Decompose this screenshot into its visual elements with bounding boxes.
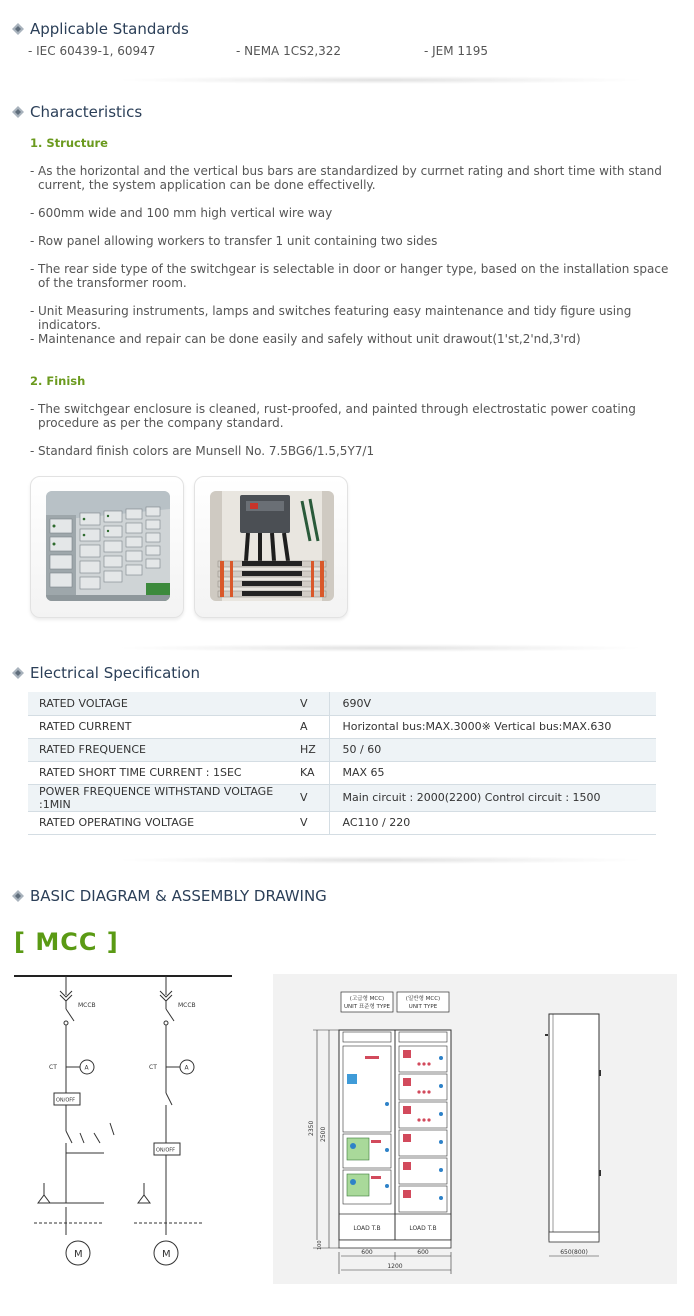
table-row <box>28 811 656 834</box>
spec-unit: A <box>288 715 329 738</box>
assembly-drawing <box>273 974 677 1284</box>
height-dimension: 2350 <box>308 1120 315 1136</box>
structure-item: - As the horizontal and the vertical bus bars are standardized by currnet rating and short time with stand current, the system application can be done effectivelly. <box>30 164 662 192</box>
applicable-standards-heading <box>12 20 189 38</box>
motor-label: M <box>162 1249 171 1260</box>
spec-unit: V <box>288 811 329 834</box>
right-unit-top-label: (일반형 MCC) <box>405 996 441 1002</box>
ammeter-label: A <box>84 1064 89 1072</box>
section-divider <box>120 644 640 652</box>
motor-label: M <box>74 1249 83 1260</box>
load-tb-label: LOAD T.B <box>409 1225 437 1232</box>
ammeter-label: A <box>184 1064 189 1072</box>
single-line-diagram <box>14 973 234 1283</box>
table-row <box>28 761 656 784</box>
spec-value: MAX 65 <box>329 761 656 784</box>
base-dimension: 100 <box>317 1240 323 1250</box>
section-bullet-icon <box>12 23 24 35</box>
spec-unit: HZ <box>288 738 329 761</box>
finish-item: - The switchgear enclosure is cleaned, rust-proofed, and painted through electrostatic power coating procedure as per the company standard. <box>30 402 636 430</box>
spec-value: AC110 / 220 <box>329 811 656 834</box>
right-width-dimension: 600 <box>417 1249 429 1256</box>
structure-item: - Row panel allowing workers to transfer 1 unit containing two sides <box>30 234 438 248</box>
total-height-dimension: 2500 <box>320 1126 327 1142</box>
section-divider <box>120 76 640 84</box>
busbar-breaker-photo <box>210 491 334 601</box>
structure-item: - Maintenance and repair can be done easily and safely without unit drawout(1'st,2'nd,3'rd) <box>30 332 581 346</box>
right-unit-label: UNIT TYPE <box>408 1004 438 1010</box>
finish-item: - Standard finish colors are Munsell No. 7.5BG6/1.5,5Y7/1 <box>30 444 375 458</box>
spec-value: Main circuit : 2000(2200) Control circuit : 1500 <box>329 784 656 811</box>
spec-item: RATED SHORT TIME CURRENT : 1SEC <box>28 761 288 784</box>
spec-value: 690V <box>329 692 656 715</box>
structure-item: - The rear side type of the switchgear is selectable in door or hanger type, based on the installation space of the transformer room. <box>30 262 669 290</box>
mccb-label: MCCB <box>78 1002 96 1009</box>
load-tb-label: LOAD T.B <box>353 1225 381 1232</box>
section-bullet-icon <box>12 106 24 118</box>
table-row <box>28 715 656 738</box>
spec-item: POWER FREQUENCE WITHSTAND VOLTAGE :1MIN <box>28 784 288 811</box>
left-unit-label: UNIT 표준형 TYPE <box>343 1004 391 1010</box>
switchgear-panel-photo <box>46 491 170 601</box>
standard-item: - IEC 60439-1, 60947 <box>28 44 156 58</box>
control-box-label: ON/OFF <box>156 1147 176 1154</box>
electrical-spec-heading <box>12 664 200 682</box>
spec-unit: V <box>288 692 329 715</box>
spec-item: RATED OPERATING VOLTAGE <box>28 811 288 834</box>
standard-item: - JEM 1195 <box>424 44 488 58</box>
table-row <box>28 784 656 811</box>
mccb-label: MCCB <box>178 1002 196 1009</box>
structure-item: - Unit Measuring instruments, lamps and switches featuring easy maintenance and tidy figure using indicators. <box>30 304 632 332</box>
standard-item: - NEMA 1CS2,322 <box>236 44 342 58</box>
structure-heading: 1. Structure <box>30 136 108 150</box>
spec-value: 50 / 60 <box>329 738 656 761</box>
section-bullet-icon <box>12 890 24 902</box>
depth-dimension: 650(800) <box>560 1249 588 1256</box>
section-bullet-icon <box>12 667 24 679</box>
spec-item: RATED VOLTAGE <box>28 692 288 715</box>
ct-label: CT <box>149 1064 157 1071</box>
switchgear-photo-card[interactable] <box>30 476 184 618</box>
basic-diagram-title: BASIC DIAGRAM & ASSEMBLY DRAWING <box>30 887 327 905</box>
section-divider <box>120 856 640 864</box>
control-box-label: ON/OFF <box>56 1097 76 1104</box>
basic-diagram-heading <box>12 887 327 905</box>
structure-item: - 600mm wide and 100 mm high vertical wire way <box>30 206 333 220</box>
left-width-dimension: 600 <box>361 1249 373 1256</box>
applicable-standards-title: Applicable Standards <box>30 20 189 38</box>
table-row <box>28 738 656 761</box>
mcc-label: [ MCC ] <box>14 928 119 956</box>
ct-label: CT <box>49 1064 57 1071</box>
characteristics-heading <box>12 103 142 121</box>
total-width-dimension: 1200 <box>387 1263 403 1270</box>
electrical-spec-table <box>28 692 656 835</box>
spec-item: RATED CURRENT <box>28 715 288 738</box>
spec-value: Horizontal bus:MAX.3000※ Vertical bus:MAX.630 <box>329 715 656 738</box>
busbar-photo-card[interactable] <box>194 476 348 618</box>
spec-unit: KA <box>288 761 329 784</box>
characteristics-title: Characteristics <box>30 103 143 121</box>
spec-unit: V <box>288 784 329 811</box>
spec-item: RATED FREQUENCE <box>28 738 288 761</box>
finish-heading: 2. Finish <box>30 374 86 388</box>
left-unit-top-label: (고급형 MCC) <box>349 996 385 1002</box>
table-row <box>28 692 656 715</box>
electrical-spec-title: Electrical Specification <box>30 664 201 682</box>
